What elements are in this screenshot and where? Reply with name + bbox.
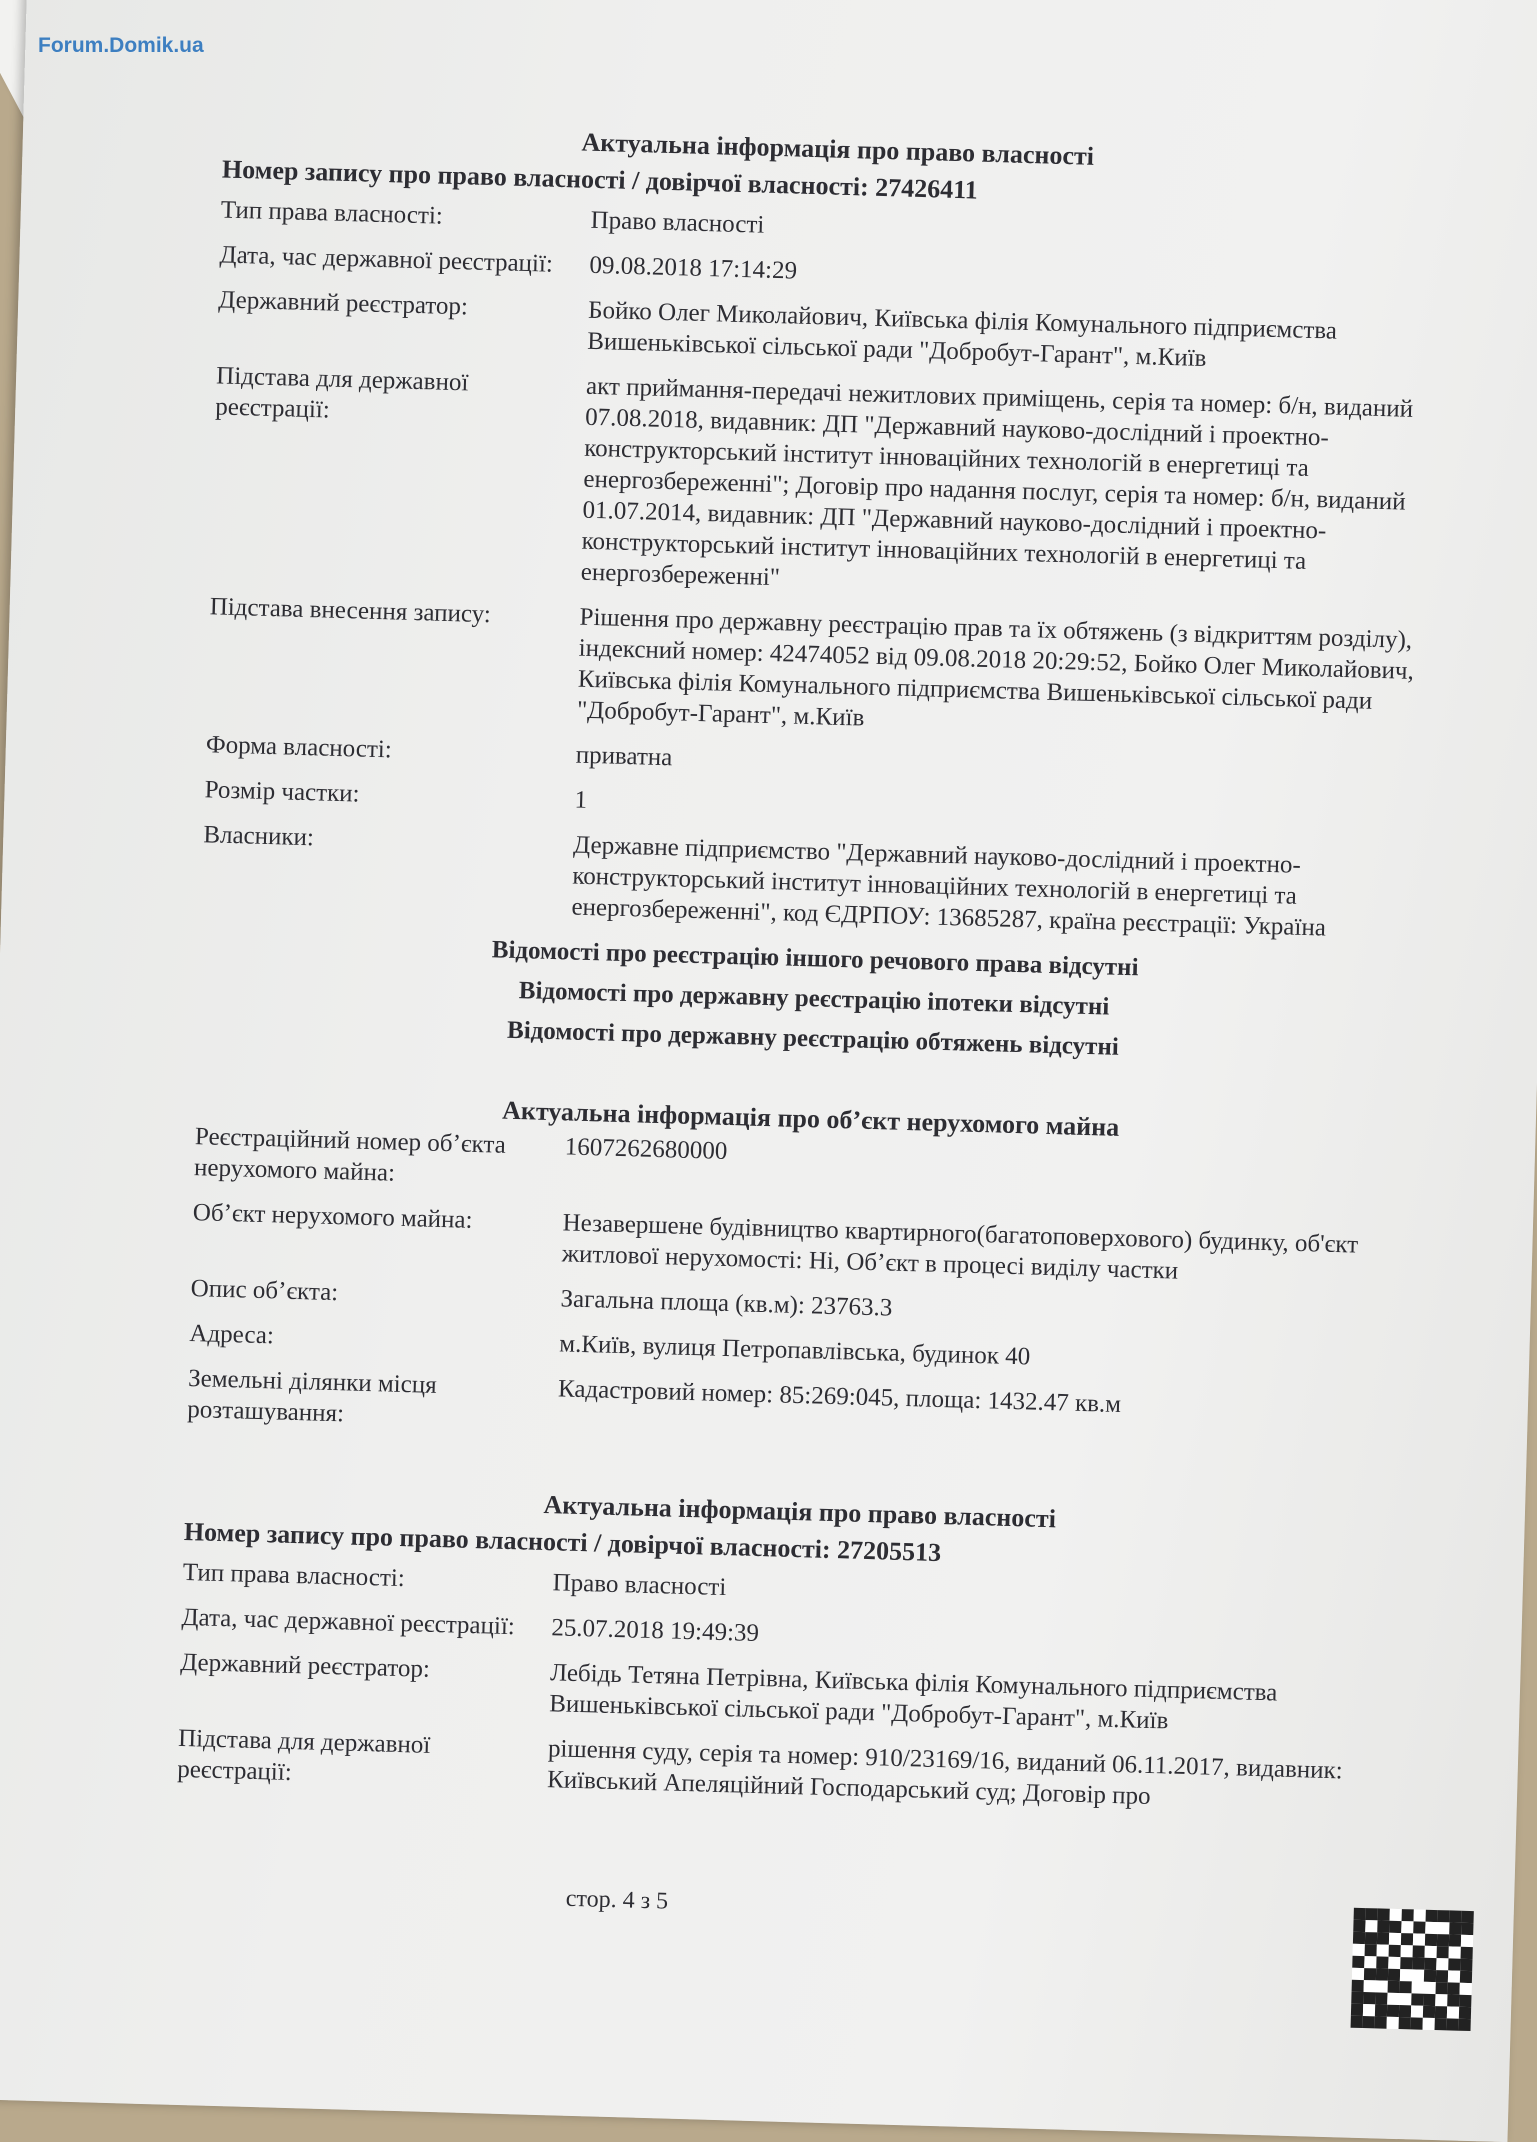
section-title-ownership-2: Актуальна інформація про право власності	[543, 1489, 1057, 1534]
field-label: Власники:	[203, 821, 315, 852]
field-label: Тип права власності:	[220, 196, 444, 230]
field-value: 1	[574, 786, 588, 814]
field-label: Підстава внесення запису:	[209, 593, 492, 629]
field-label: Адреса:	[189, 1320, 275, 1350]
notice-other-rights: Відомості про реєстрацію іншого речового права відсутні	[491, 936, 1139, 982]
field-label: Об’єкт нерухомого майна:	[192, 1199, 473, 1234]
field-value: Право власності	[552, 1569, 727, 1602]
field-label: Земельні ділянки місця розташування:	[186, 1365, 438, 1428]
record-number-2: Номер запису про право власності / довірчої власності: 27205513	[183, 1516, 942, 1568]
field-label: Реєстраційний номер об’єкта нерухомого майна:	[193, 1123, 507, 1187]
field-label: Тип права власності:	[182, 1558, 406, 1593]
qr-code-icon	[1351, 1908, 1474, 2031]
field-label: Підстава для державної реєстрації:	[214, 362, 469, 424]
field-label: Дата, час державної реєстрації:	[219, 241, 554, 278]
watermark-logo: Forum.Domik.ua	[38, 34, 204, 57]
page-number: стор. 4 з 5	[565, 1885, 669, 1915]
field-value: Незавершене будівництво квартирного(багатоповерхового) будинку, об'єкт житлової нерухомості: Ні, Об’єкт в процесі виділу частки	[561, 1209, 1359, 1285]
field-value: 25.07.2018 19:49:39	[551, 1614, 760, 1648]
field-value: Право власності	[590, 206, 765, 239]
section-title-object: Актуальна інформація про об’єкт нерухомого майна	[501, 1095, 1120, 1142]
field-value: Загальна площа (кв.м): 23763.3	[560, 1285, 893, 1322]
field-value: 1607262680000	[564, 1133, 728, 1165]
field-label: Державний реєстратор:	[217, 286, 469, 321]
record-number: Номер запису про право власності / довірчої власності: 27426411	[221, 154, 979, 205]
field-value: Державне підприємство "Державний науково-дослідний і проектно-конструкторський інститут інноваційних технологій в енергетиці та енергозбереженні", код ЄДРПОУ: 13685287, країна реєстрації: Україна	[571, 831, 1327, 942]
field-label: Форма власності:	[205, 731, 393, 764]
field-value: рішення суду, серія та номер: 910/23169/16, виданий 06.11.2017, видавник: Київський Апеляційний Господарський суд; Договір про	[546, 1735, 1344, 1811]
notice-encumbrances: Відомості про державну реєстрацію обтяжень відсутні	[506, 1016, 1120, 1061]
field-value: акт приймання-передачі нежитлових приміщень, серія та номер: б/н, виданий 07.08.2018, видавник: ДП "Державний науково-дослідний і проектно-конструкторський інститут інноваційних технологій в енергетиці та енергозбереженні"; Договір про надання послуг, серія та номер: б/н, виданий 01.07.2014, видавник: ДП "Державний науково-дослідний і проектно-конструкторський інститут інноваційних технологій в енергетиці та енергозбереженні"	[580, 372, 1414, 592]
field-label: Державний реєстратор:	[179, 1648, 431, 1683]
field-value: м.Київ, вулиця Петропавлівська, будинок 40	[558, 1330, 1031, 1371]
field-value: приватна	[575, 741, 673, 772]
field-label: Дата, час державної реєстрації:	[181, 1603, 516, 1641]
field-label: Розмір частки:	[204, 776, 360, 808]
document-content	[176, 110, 1453, 1833]
field-value: Лебідь Тетяна Петрівна, Київська філія Комунального підприємства Вишеньківської сільської ради "Добробут-Гарант", м.Київ	[548, 1659, 1278, 1735]
field-value: Бойко Олег Миколайович, Київська філія Комунального підприємства Вишеньківської сільської ради "Добробут-Гарант", м.Київ	[586, 296, 1338, 373]
field-value: Рішення про державну реєстрацію прав та їх обтяжень (з відкриттям розділу), індексний номер: 42474052 від 09.08.2018 20:29:52, Бойко Олег Миколайович, Київська філія Комунального підприємства Вишеньківської сільської ради "Добробут-Гарант", м.Київ	[576, 603, 1415, 732]
field-row	[207, 591, 1440, 749]
field-value: 09.08.2018 17:14:29	[589, 251, 798, 285]
section-title-ownership: Актуальна інформація про право власності	[581, 127, 1095, 171]
field-value: Кадастровий номер: 85:269:045, площа: 1432.47 кв.м	[557, 1375, 1122, 1419]
field-label: Підстава для державної реєстрації:	[176, 1724, 431, 1787]
field-label: Опис об’єкта:	[190, 1275, 339, 1307]
field-row	[201, 819, 1433, 946]
notice-mortgage: Відомості про державну реєстрацію іпотеки відсутні	[518, 977, 1110, 1021]
field-row	[211, 360, 1447, 611]
